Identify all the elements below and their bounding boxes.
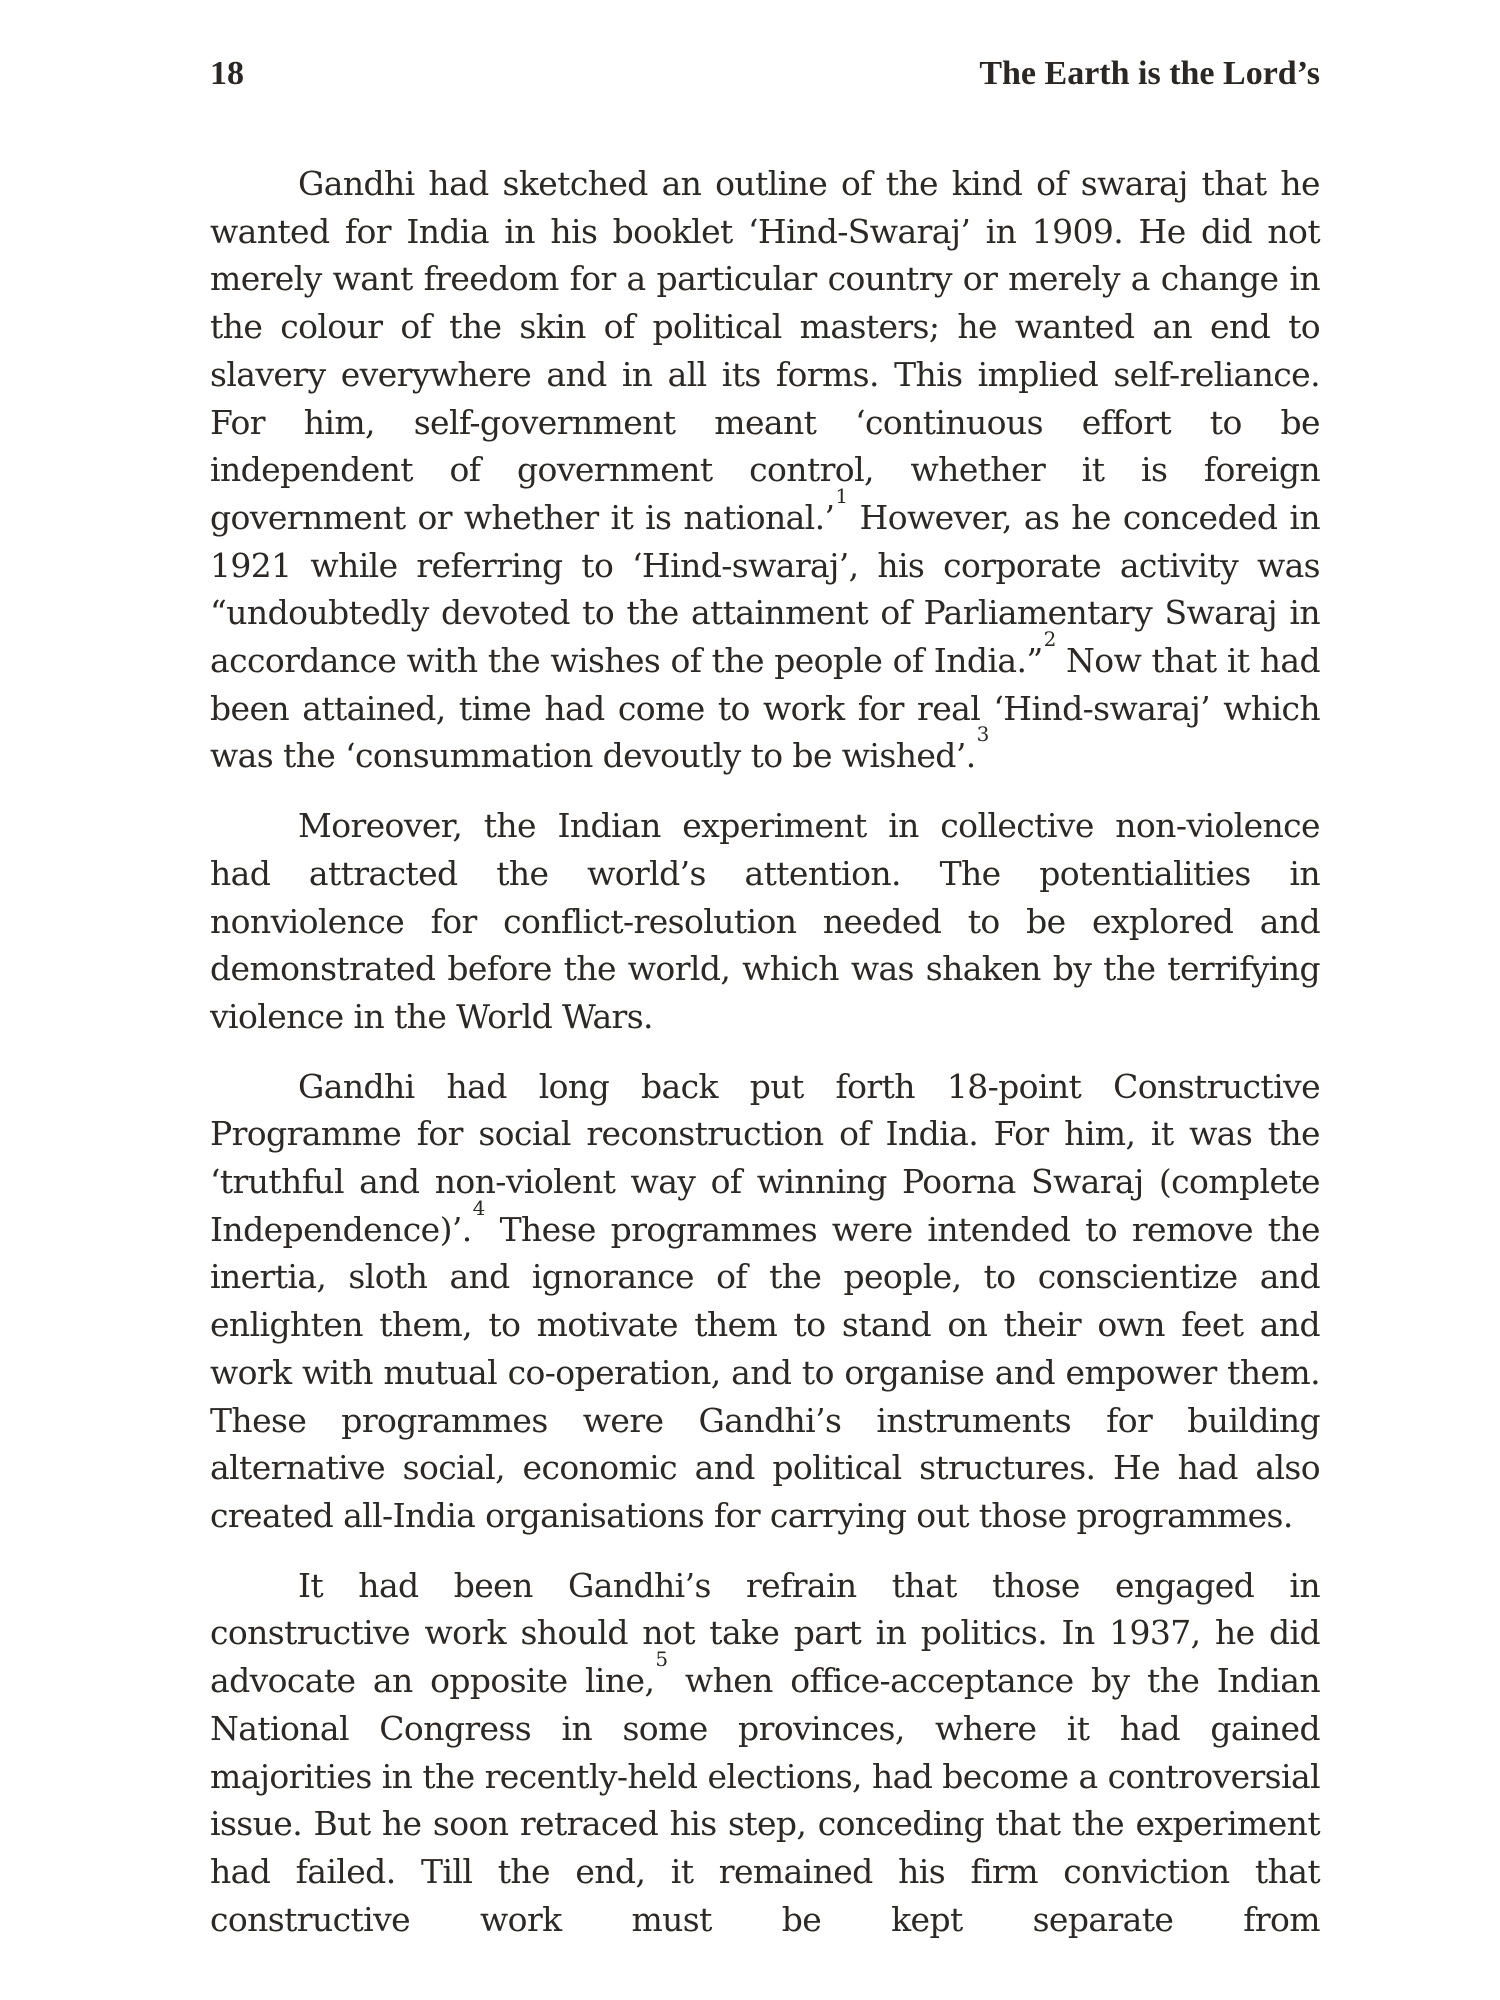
footnote-ref-1: 1	[835, 483, 848, 508]
text-run: These programmes were intended to remove the inertia, sloth and ignorance of the people, to conscientize and enlighten them, to motivate them to stand on their own feet and work with mutual co-operation, and to organise and empower them. These programmes were Gandhi’s instruments for building alternative social, economic and political structures. He had also created all-India organisations for carrying out those programmes.	[210, 1209, 1320, 1535]
running-head	[210, 52, 1320, 96]
text-run: Gandhi had long back put forth 18-point Constructive Programme for social reconstruction of India. For him, it was the ‘truthful and non-violent way of winning Poorna Swaraj (complete Independence)’.	[210, 1066, 1320, 1249]
text-run: Moreover, the Indian experiment in collective non-violence had attracted the world’s attention. The potentialities in nonviolence for conflict-resolution needed to be explored and demonstrated before the world, which was shaken by the terrifying violence in the World Wars.	[210, 806, 1320, 1036]
text-run: when office-acceptance by the Indian National Congress in some provinces, where it had gained majorities in the recently-held elections, had become a controversial issue. But he soon retraced his step, conceding that the experiment had failed. Till the end, it remained his firm conviction that constructive work must be kept separate from	[210, 1661, 1320, 1939]
running-title: The Earth is the Lord’s	[979, 55, 1320, 92]
footnote-ref-5: 5	[655, 1647, 668, 1672]
text-run: It had been Gandhi’s refrain that those engaged in constructive work should not take part in politics. In 1937, he did advocate an opposite line,	[210, 1565, 1320, 1701]
footnote-ref-4: 4	[472, 1195, 485, 1220]
text-run: However, as he conceded in 1921 while referring to ‘Hind-swaraj’, his corporate activity was “undoubtedly devoted to the attainment of Parliamentary Swaraj in accordance with the wishes of the people of India.”	[210, 497, 1320, 681]
paragraph-2	[210, 802, 1320, 1041]
paragraph-1	[210, 160, 1320, 780]
text-run: Now that it had been attained, time had come to work for real ‘Hind-swaraj’ which was the ‘consummation devoutly to be wished’.	[210, 641, 1320, 776]
page-number: 18	[210, 55, 244, 92]
paragraph-4	[210, 1562, 1320, 1944]
body-text	[210, 160, 1320, 1943]
text-run: Gandhi had sketched an outline of the kind of swaraj that he wanted for India in his booklet ‘Hind-Swaraj’ in 1909. He did not merely want freedom for a particular country or merely a change in the colour of the skin of political masters; he wanted an end to slavery everywhere and in all its forms. This implied self-reliance. For him, self-government meant ‘continuous effort to be independent of government control, whether it is foreign government or whether it is national.’	[210, 164, 1320, 537]
footnote-ref-3: 3	[976, 722, 989, 747]
paragraph-3	[210, 1063, 1320, 1540]
footnote-ref-2: 2	[1043, 627, 1056, 652]
